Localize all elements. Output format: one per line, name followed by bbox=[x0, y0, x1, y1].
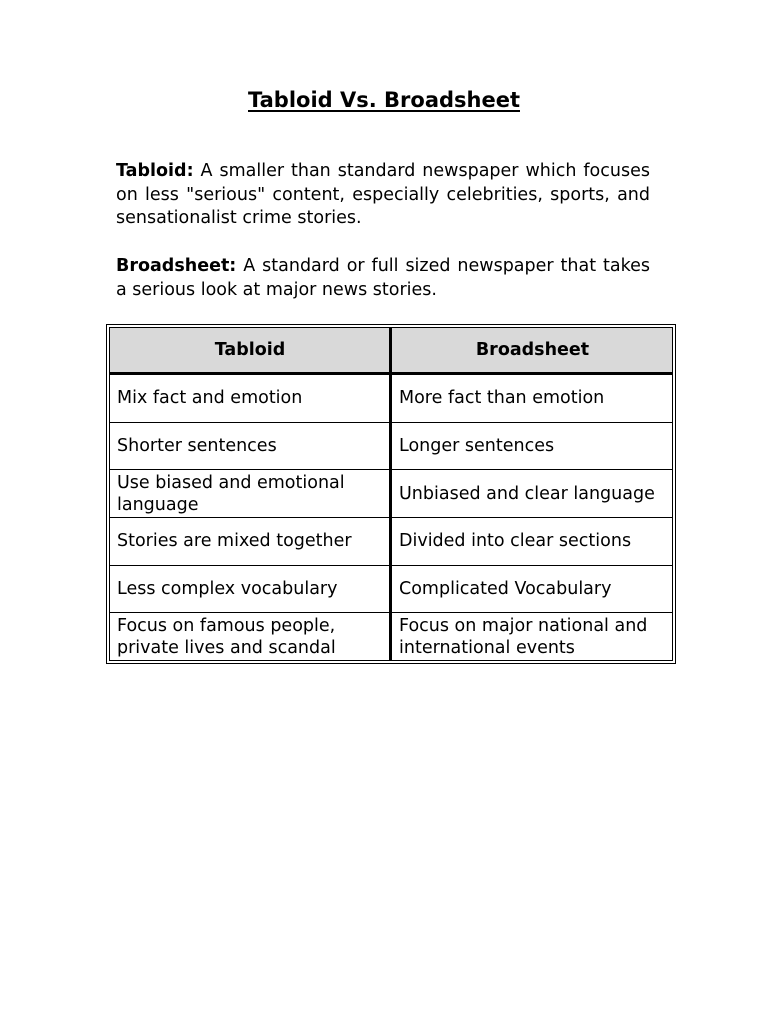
definition-text: A standard or full sized newspaper that takes a serious look at major news stories. bbox=[116, 256, 650, 300]
table-cell: Complicated Vocabulary bbox=[391, 565, 673, 613]
table-cell: Focus on famous people, private lives and scandal bbox=[110, 613, 391, 661]
table-row bbox=[110, 518, 673, 566]
definition-term: Tabloid: bbox=[116, 161, 194, 181]
table-row bbox=[110, 613, 673, 661]
table-row bbox=[110, 565, 673, 613]
column-header-tabloid: Tabloid bbox=[110, 328, 391, 374]
table-cell: Divided into clear sections bbox=[391, 518, 673, 566]
definition-text: A smaller than standard newspaper which focuses on less "serious" content, especially celebrities, sports, and sensationalist crime stories. bbox=[116, 161, 650, 228]
table-cell: Use biased and emotional language bbox=[110, 470, 391, 518]
column-header-broadsheet: Broadsheet bbox=[391, 328, 673, 374]
comparison-table bbox=[109, 327, 673, 661]
table-cell: Mix fact and emotion bbox=[110, 374, 391, 423]
table-cell: Longer sentences bbox=[391, 422, 673, 470]
table-row bbox=[110, 422, 673, 470]
table-cell: Shorter sentences bbox=[110, 422, 391, 470]
table-row bbox=[110, 374, 673, 423]
definition-tabloid bbox=[116, 160, 650, 231]
table-cell: Stories are mixed together bbox=[110, 518, 391, 566]
table-cell: Less complex vocabulary bbox=[110, 565, 391, 613]
comparison-table-frame bbox=[106, 324, 676, 664]
table-header-row bbox=[110, 328, 673, 374]
definition-term: Broadsheet: bbox=[116, 256, 237, 276]
document-title: Tabloid Vs. Broadsheet bbox=[248, 88, 520, 112]
definition-broadsheet bbox=[116, 255, 650, 302]
table-cell: Unbiased and clear language bbox=[391, 470, 673, 518]
table-cell: Focus on major national and international events bbox=[391, 613, 673, 661]
table-cell: More fact than emotion bbox=[391, 374, 673, 423]
table-row bbox=[110, 470, 673, 518]
